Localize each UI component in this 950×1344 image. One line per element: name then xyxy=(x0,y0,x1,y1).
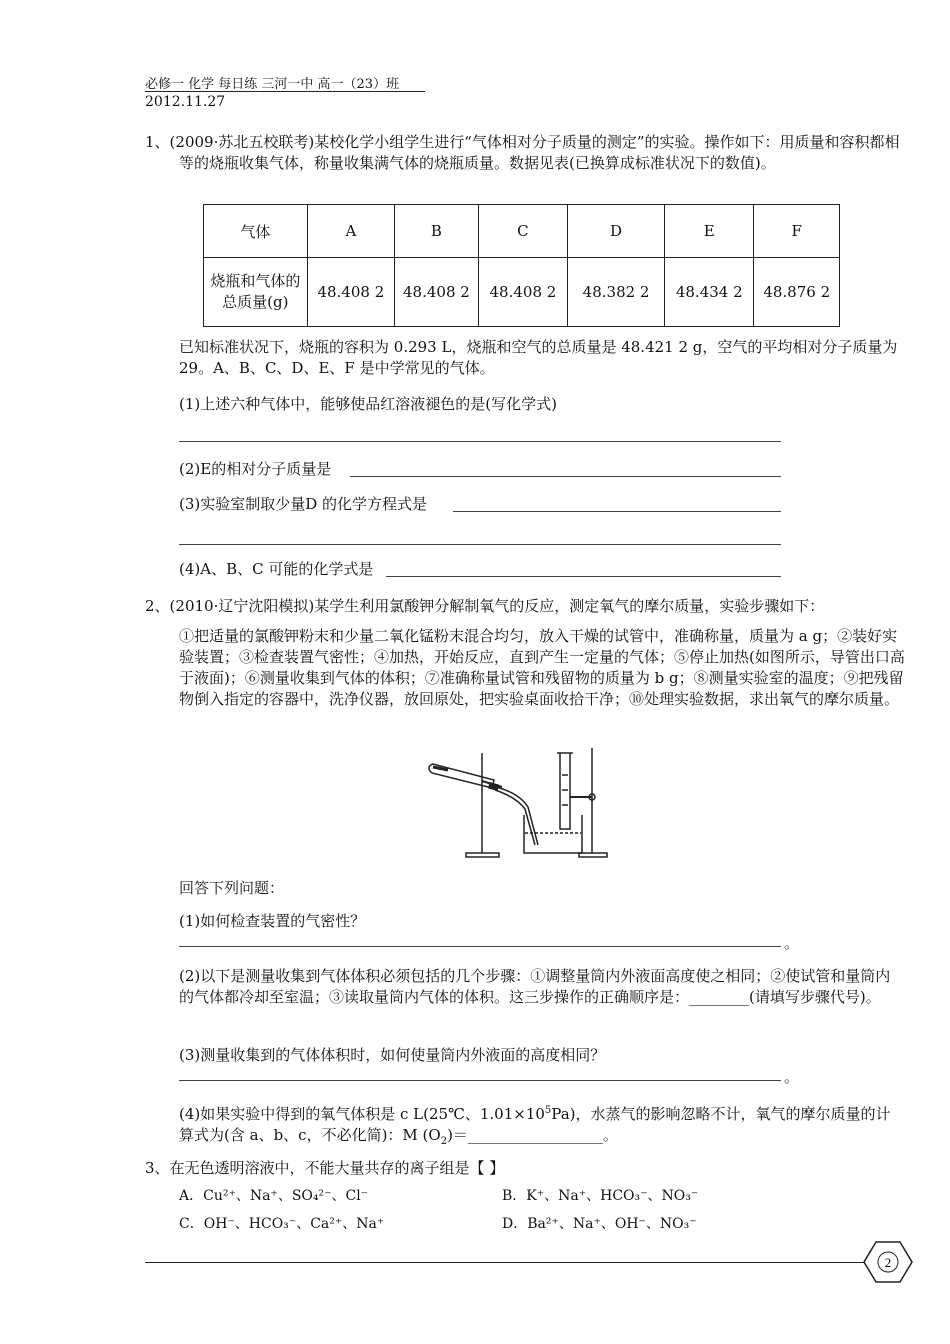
header-rule xyxy=(145,91,425,92)
answer-line[interactable] xyxy=(386,576,781,577)
answer-line[interactable] xyxy=(179,1080,781,1081)
q3-option-d[interactable]: D．Ba²⁺、Na⁺、OH⁻、NO₃⁻ xyxy=(502,1216,697,1232)
table-header-cell: A xyxy=(307,205,394,258)
end-mark: 。 xyxy=(784,934,800,952)
q2-part4-text-b: Pa)，水蒸气的影响忽略不计，氧气的摩尔质量的计算式为(含 a、b、c，不必化简)：M (O xyxy=(179,1105,891,1144)
q3-option-b[interactable]: B．K⁺、Na⁺、HCO₃⁻、NO₃⁻ xyxy=(502,1188,699,1204)
answer-line[interactable] xyxy=(179,441,781,442)
q1-stem-text: 1、(2009·苏北五校联考)某校化学小组学生进行“气体相对分子质量的测定”的实验。操作如下：用质量和容积都相等的烧瓶收集气体，称量收集满气体的烧瓶质量。数据见表(已换算成标准状况下的数值)。 xyxy=(145,133,900,172)
q3-stem: 3、在无色透明溶液中，不能大量共存的离子组是【 】 xyxy=(145,1159,505,1177)
q2-part4-text-a: (4)如果实验中得到的氧气体积是 c L(25℃、1.01×10 xyxy=(179,1105,545,1123)
answer-line[interactable] xyxy=(179,544,781,545)
q1-part1: (1)上述六种气体中，能够使品红溶液褪色的是(写化学式) xyxy=(179,395,557,413)
q2-part3: (3)测量收集到的气体体积时，如何使量筒内外液面的高度相同？ xyxy=(179,1046,606,1064)
exponent: 5 xyxy=(544,1105,552,1116)
q2-stem: 2、(2010·辽宁沈阳模拟)某学生利用氯酸钾分解制氧气的反应，测定氧气的摩尔质量，实验步骤如下： xyxy=(145,597,825,615)
footer-rule xyxy=(145,1262,875,1263)
q1-stem xyxy=(145,132,905,174)
answer-line[interactable] xyxy=(179,946,781,947)
subscript: 2 xyxy=(440,1136,448,1147)
q1-note: 已知标准状况下，烧瓶的容积为 0.293 L，烧瓶和空气的总质量是 48.421 2 g，空气的平均相对分子质量为 29。A、B、C、D、E、F 是中学常见的气体。 xyxy=(179,338,898,377)
table-header-cell: F xyxy=(754,205,840,258)
right-stand-base xyxy=(579,853,607,857)
apparatus-diagram xyxy=(424,745,609,860)
q2-part1: (1)如何检查装置的气密性？ xyxy=(179,912,366,930)
table-cell: 48.382 2 xyxy=(568,258,665,327)
table-header-cell: C xyxy=(478,205,567,258)
q2-answer-intro: 回答下列问题： xyxy=(179,879,285,897)
page-header: 必修一 化学 每日练 三河一中 高一（23）班 xyxy=(145,77,400,92)
answer-line[interactable] xyxy=(350,476,781,477)
table-header-cell: E xyxy=(665,205,754,258)
q3-option-c[interactable]: C．OH⁻、HCO₃⁻、Ca²⁺、Na⁺ xyxy=(179,1216,385,1232)
answer-line[interactable] xyxy=(453,511,781,512)
table-cell: 烧瓶和气体的总质量(g) xyxy=(204,258,308,327)
table-row xyxy=(204,205,840,258)
table-cell: 48.408 2 xyxy=(478,258,567,327)
page-number: 2 xyxy=(884,1255,892,1270)
date: 2012.11.27 xyxy=(145,94,226,110)
delivery-tube-a xyxy=(496,787,538,845)
table-header-cell: B xyxy=(395,205,479,258)
table-cell: 48.434 2 xyxy=(665,258,754,327)
q2-steps: ①把适量的氯酸钾粉末和少量二氧化锰粉末混合均匀，放入干燥的试管中，准确称量，质量为 a g；②装好实验装置；③检查装置气密性；④加热，开始反应，直到产生一定量的气体；⑤停止加热(如图所示，导管出口高于液面)；⑥测量收集到气体的体积；⑦准确称量试管和残留物的质量为 b g；⑧测量实验室的温度；⑨把残留物倒入指定的容器中，洗净仪器，放回原处，把实验桌面收拾干净；⑩处理实验数据，求出氧气的摩尔质量。 xyxy=(179,627,905,708)
page-number-badge xyxy=(862,1238,914,1286)
table-header-cell: D xyxy=(568,205,665,258)
end-mark: 。 xyxy=(784,1068,800,1086)
q1-part3: (3)实验室制取少量D 的化学方程式是 xyxy=(179,495,428,513)
delivery-tube-b xyxy=(495,790,535,845)
q2-part4 xyxy=(179,1100,905,1152)
table-row xyxy=(204,258,840,327)
table-cell: 48.408 2 xyxy=(395,258,479,327)
left-stand-base xyxy=(466,853,499,857)
graduated-cylinder xyxy=(560,753,570,829)
table-cell: 48.876 2 xyxy=(754,258,840,327)
q3-option-a[interactable]: A．Cu²⁺、Na⁺、SO₄²⁻、Cl⁻ xyxy=(179,1188,369,1204)
q1-part2: (2)E的相对分子质量是 xyxy=(179,460,332,478)
q1-table xyxy=(203,204,840,327)
table-cell: 48.408 2 xyxy=(307,258,394,327)
table-header-cell: 气体 xyxy=(204,205,308,258)
q1-part4: (4)A、B、C 可能的化学式是 xyxy=(179,560,374,578)
q2-part4-text-c: )＝__________________。 xyxy=(447,1126,618,1144)
q2-part2: (2)以下是测量收集到气体体积必须包括的几个步骤：①调整量筒内外液面高度使之相同；②使试管和量筒内的气体都冷却至室温；③读取量筒内气体的体积。这三步操作的正确顺序是：________(请填写步骤代号)。 xyxy=(179,967,891,1006)
